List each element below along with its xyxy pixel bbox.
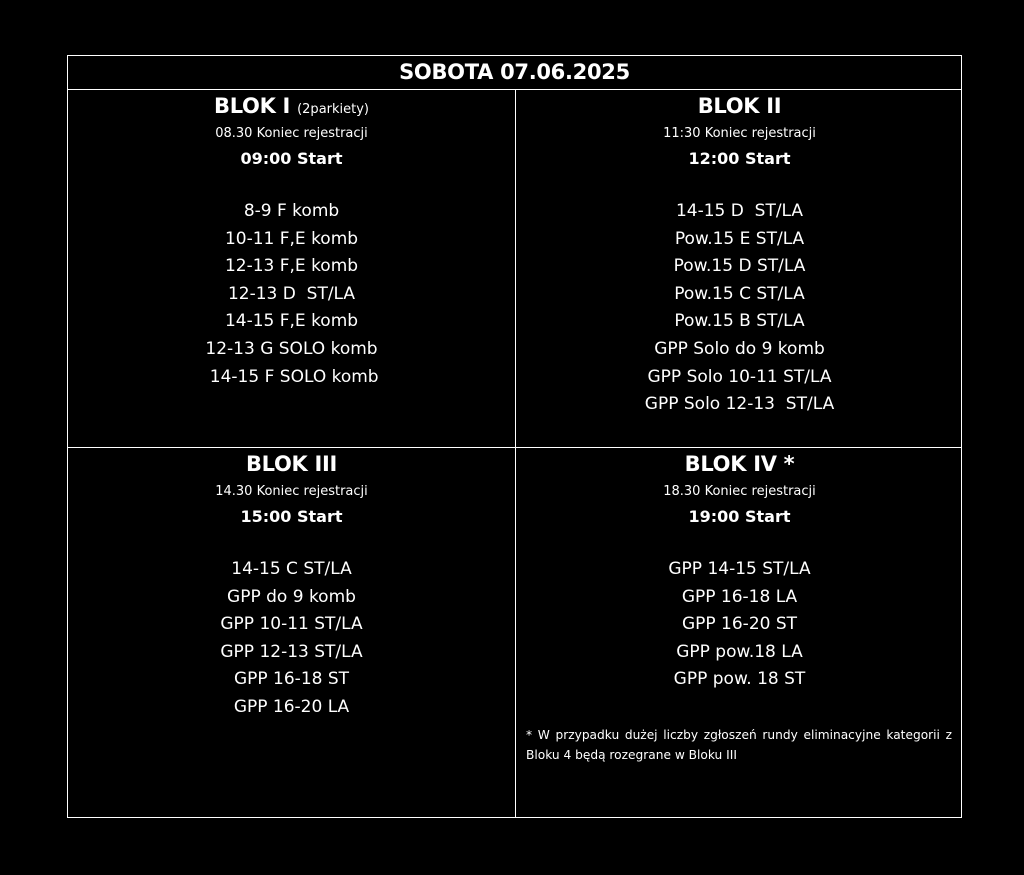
category-item: Pow.15 E ST/LA — [674, 228, 805, 249]
category-item: GPP Solo do 9 komb — [654, 338, 825, 359]
category-item: GPP Solo 10-11 ST/LA — [647, 366, 832, 387]
block-1-category-list — [68, 198, 515, 391]
block-4-footnote: * W przypadku dużej liczby zgłoszeń rundy eliminacyjne kategorii z Bloku 4 będą rozegrane w Bloku III — [526, 728, 952, 762]
category-item: 12-13 G SOLO komb — [205, 338, 378, 359]
category-item: Pow.15 C ST/LA — [674, 283, 805, 304]
block-4-registration-end: 18.30 Koniec rejestracji — [663, 484, 816, 499]
category-item: 14-15 F SOLO komb — [204, 366, 379, 387]
block-1-cell — [68, 90, 515, 391]
category-item: GPP 12-13 ST/LA — [220, 641, 363, 662]
category-item: GPP 16-18 LA — [681, 586, 798, 607]
schedule-table — [67, 55, 962, 818]
block-1-title-text: BLOK I — [213, 94, 291, 118]
category-item: GPP 14-15 ST/LA — [668, 559, 811, 579]
block-3-category-list — [68, 556, 515, 722]
category-item: GPP do 9 komb — [227, 586, 356, 607]
block-3-title: BLOK III — [245, 452, 338, 476]
block-2-registration-end: 11:30 Koniec rejestracji — [663, 126, 816, 141]
block-4-start-time: 19:00 Start — [688, 507, 791, 526]
block-2-start-time: 12:00 Start — [688, 149, 791, 168]
category-item: GPP 16-20 ST — [681, 614, 798, 635]
category-item: GPP 16-20 LA — [233, 696, 350, 717]
category-item: Pow.15 D ST/LA — [673, 256, 806, 277]
schedule-date-title: SOBOTA 07.06.2025 — [68, 56, 961, 90]
block-2-title: BLOK II — [697, 94, 782, 118]
category-item: 8-9 F komb — [243, 201, 340, 221]
block-4-category-list — [516, 556, 963, 694]
block-4-cell — [516, 448, 963, 694]
category-item: GPP 16-18 ST — [233, 669, 350, 690]
category-item: GPP Solo 12-13 ST/LA — [644, 394, 835, 415]
block-1-registration-end: 08.30 Koniec rejestracji — [215, 126, 368, 141]
category-item: 12-13 F,E komb — [224, 256, 359, 277]
category-item: GPP pow.18 LA — [676, 641, 803, 662]
block-2-category-list — [516, 198, 963, 419]
block-1-subtitle: (2parkiety) — [297, 102, 369, 117]
block-3-cell — [68, 448, 515, 722]
block-1-title — [68, 92, 515, 120]
category-item: 14-15 F,E komb — [224, 311, 359, 332]
block-4-title: BLOK IV * — [684, 452, 795, 476]
category-item: 10-11 F,E komb — [224, 228, 359, 249]
block-3-registration-end: 14.30 Koniec rejestracji — [215, 484, 368, 499]
block-1-start-time: 09:00 Start — [240, 149, 343, 168]
category-item: GPP 10-11 ST/LA — [220, 614, 363, 635]
category-item: GPP pow. 18 ST — [673, 669, 806, 690]
category-item: Pow.15 B ST/LA — [674, 311, 805, 332]
category-item: 14-15 C ST/LA — [231, 559, 352, 579]
category-item: 14-15 D ST/LA — [675, 201, 804, 221]
block-3-start-time: 15:00 Start — [240, 507, 343, 526]
block-2-cell — [516, 90, 963, 419]
category-item: 12-13 D ST/LA — [227, 283, 356, 304]
